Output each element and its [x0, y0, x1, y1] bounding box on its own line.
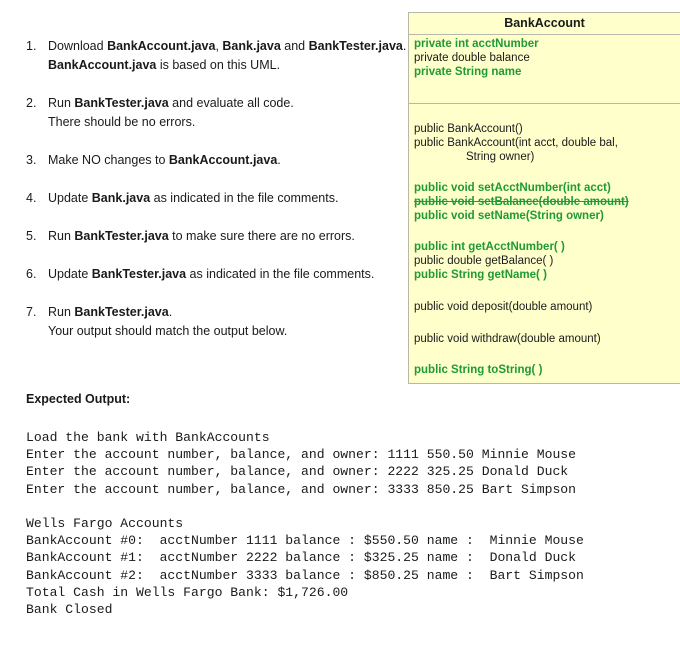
step-text-fragment: There should be no errors. — [48, 115, 196, 129]
step-line — [48, 94, 408, 113]
bold-filename: Bank.java — [91, 191, 151, 205]
uml-method: public String toString( ) — [414, 364, 543, 376]
uml-method: public BankAccount() — [414, 123, 523, 135]
step-line — [48, 265, 408, 284]
step-number: 7. — [26, 305, 37, 319]
step-text — [48, 265, 408, 284]
uml-class-name: BankAccount — [409, 13, 680, 35]
step-number: 3. — [26, 153, 37, 167]
step-line — [48, 303, 408, 322]
step-text — [48, 37, 408, 75]
console-line: Total Cash in Wells Fargo Bank: $1,726.00 — [26, 584, 349, 600]
bold-filename: BankAccount.java — [107, 39, 216, 53]
expected-output-title: Expected Output: — [26, 392, 131, 406]
step-text-fragment: to make sure there are no errors. — [168, 229, 355, 243]
console-line: Enter the account number, balance, and owner: 1111 550.50 Minnie Mouse — [26, 447, 577, 463]
bold-filename: BankTester.java — [74, 305, 169, 319]
uml-method: public int getAcctNumber( ) — [414, 241, 565, 253]
step-text-fragment: as indicated in the file comments. — [186, 267, 375, 281]
step-number: 6. — [26, 267, 37, 281]
uml-method: public void setAcctNumber(int acct) — [414, 182, 611, 194]
step-text-fragment: . — [277, 153, 281, 167]
step-line — [48, 113, 408, 132]
step-text-fragment: Run — [48, 305, 75, 319]
step-line — [48, 322, 408, 341]
step-line — [48, 189, 408, 208]
step-text — [48, 303, 408, 341]
step-text-fragment: . — [402, 39, 407, 53]
console-line: BankAccount #2: acctNumber 3333 balance : $850.25 name : Bart Simpson — [26, 567, 584, 583]
console-line: BankAccount #1: acctNumber 2222 balance : $325.25 name : Donald Duck — [26, 550, 577, 566]
uml-method: public BankAccount(int acct, double bal, — [414, 137, 618, 149]
uml-method: public String getName( ) — [414, 269, 547, 281]
uml-method: public void setBalance(double amount) — [414, 196, 629, 208]
uml-field: private double balance — [414, 52, 530, 64]
uml-method: public void setName(String owner) — [414, 210, 604, 222]
step-text — [48, 189, 408, 208]
uml-class-diagram — [408, 12, 680, 384]
step-text — [48, 227, 408, 246]
step-number: 1. — [26, 39, 37, 53]
uml-method: public void withdraw(double amount) — [414, 333, 601, 345]
console-line: BankAccount #0: acctNumber 1111 balance : $550.50 name : Minnie Mouse — [26, 533, 584, 549]
step-number: 4. — [26, 191, 37, 205]
console-line: Bank Closed — [26, 602, 113, 618]
step-text-fragment: and — [280, 39, 309, 53]
console-line: Wells Fargo Accounts — [26, 516, 184, 531]
step-text-fragment: and evaluate all code. — [168, 96, 294, 110]
step-text-fragment: Update — [48, 191, 92, 205]
uml-method: public void deposit(double amount) — [414, 301, 593, 313]
step-text-fragment: , — [215, 39, 223, 53]
uml-method: public double getBalance( ) — [414, 255, 554, 267]
step-line — [48, 227, 408, 246]
step-line — [48, 56, 408, 75]
step-text-fragment: . — [168, 305, 173, 319]
step-text-fragment: Update — [48, 267, 92, 281]
uml-field: private String name — [414, 66, 522, 78]
step-line — [48, 151, 408, 170]
step-number: 2. — [26, 96, 37, 110]
console-line: Load the bank with BankAccounts — [26, 430, 270, 445]
step-text-fragment: Make NO changes to — [48, 153, 169, 167]
console-output-block-2 — [26, 515, 584, 618]
uml-method: String owner) — [466, 151, 535, 163]
console-output-block-1 — [26, 429, 576, 498]
step-text-fragment: is based on this UML. — [156, 58, 281, 72]
step-text — [48, 151, 408, 170]
uml-field: private int acctNumber — [414, 38, 539, 50]
console-line: Enter the account number, balance, and owner: 3333 850.25 Bart Simpson — [26, 481, 577, 497]
step-number: 5. — [26, 229, 37, 243]
step-line — [48, 37, 408, 56]
step-text-fragment: as indicated in the file comments. — [150, 191, 339, 205]
step-text-fragment: Download — [48, 39, 108, 53]
bold-filename: BankTester.java — [308, 39, 403, 53]
step-text-fragment: Run — [48, 229, 75, 243]
bold-filename: BankTester.java — [91, 267, 187, 281]
step-text-fragment: Your output should match the output below. — [48, 324, 288, 338]
step-text-fragment: Run — [48, 96, 75, 110]
console-line: Enter the account number, balance, and owner: 2222 325.25 Donald Duck — [26, 464, 569, 480]
bold-filename: BankAccount.java — [48, 58, 157, 72]
bold-filename: BankTester.java — [74, 229, 169, 243]
bold-filename: BankTester.java — [74, 96, 169, 110]
bold-filename: Bank.java — [222, 39, 281, 53]
step-text — [48, 94, 408, 132]
bold-filename: BankAccount.java — [168, 153, 278, 167]
